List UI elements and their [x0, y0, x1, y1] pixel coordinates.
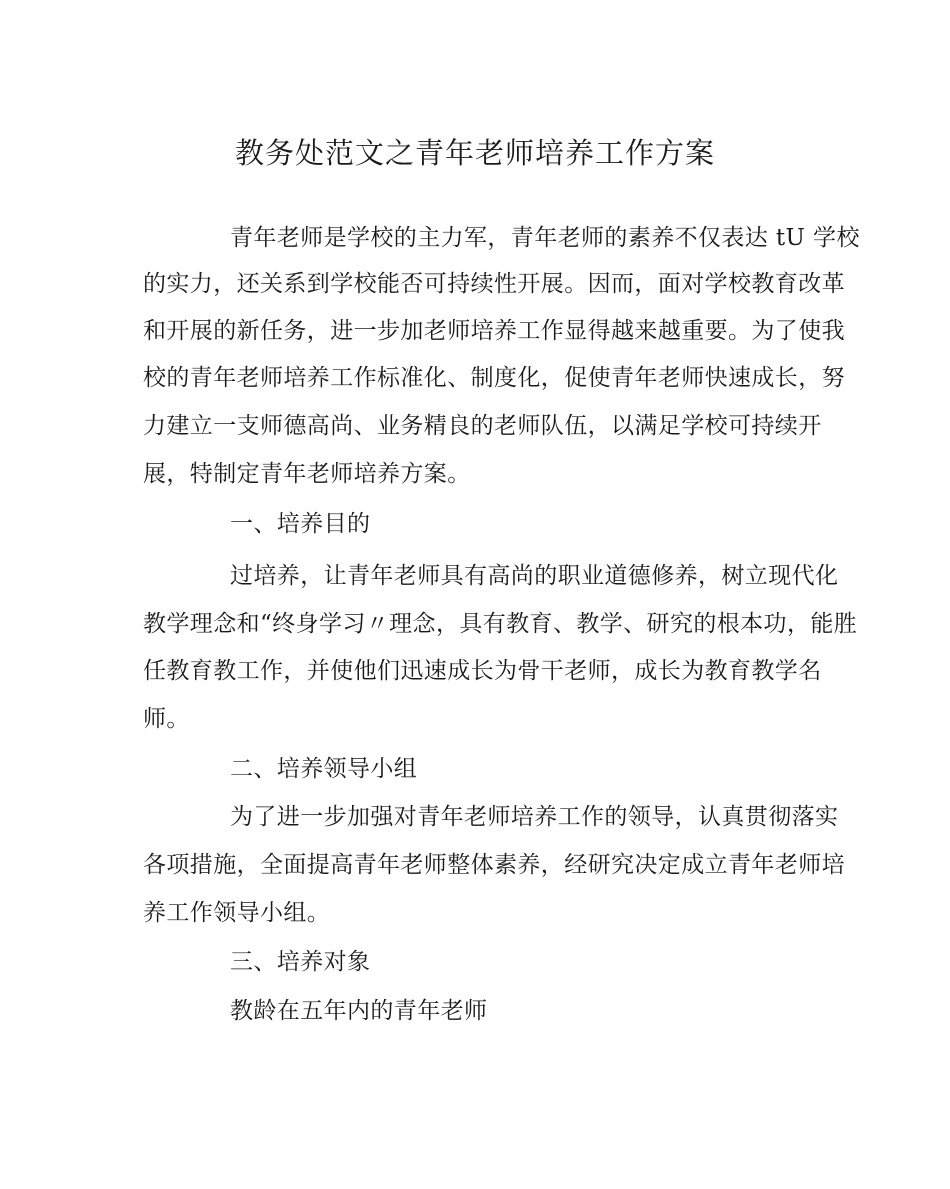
section-heading: 二、培养领导小组: [230, 756, 418, 782]
paragraph-line: 展，特制定青年老师培养方案。: [143, 461, 471, 487]
paragraph-line: 的实力，还关系到学校能否可持续性开展。因而，面对学校教育改革: [143, 271, 845, 297]
paragraph-line: 过培养，让青年老师具有高尚的职业道德修养，树立现代化: [230, 563, 839, 589]
paragraph-line: 为了进一步加强对青年老师培养工作的领导，认真贯彻落实: [230, 804, 839, 830]
paragraph-line: 和开展的新任务，进一步加老师培养工作显得越来越重要。为了使我: [143, 318, 845, 344]
section-heading: 一、培养目的: [230, 511, 371, 537]
paragraph-line: 养工作领导小组。: [143, 900, 331, 926]
paragraph-line: 教学理念和“终身学习〃理念，具有教育、教学、研究的根本功，能胜: [143, 611, 858, 637]
paragraph-line: 教龄在五年内的青年老师: [230, 998, 488, 1024]
paragraph-line: 力建立一支师德高尚、业务精良的老师队伍，以满足学校可持续开: [143, 413, 822, 439]
paragraph-line: 师。: [143, 706, 190, 732]
paragraph-line: 青年老师是学校的主力军，青年老师的素养不仅表达 tU 学校: [230, 225, 860, 251]
paragraph-line: 各项措施，全面提高青年老师整体素养，经研究决定成立青年老师培: [143, 852, 845, 878]
document-title: 教务处范文之青年老师培养工作方案: [234, 136, 715, 170]
paragraph-line: 任教育教工作，并使他们迅速成长为骨干老师，成长为教育教学名: [143, 658, 822, 684]
section-heading: 三、培养对象: [230, 949, 371, 975]
paragraph-line: 校的青年老师培养工作标准化、制度化，促使青年老师快速成长，努: [143, 365, 845, 391]
